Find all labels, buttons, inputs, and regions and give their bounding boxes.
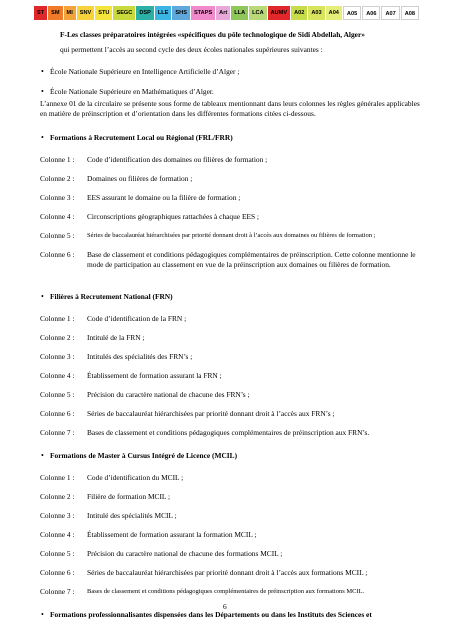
header-tab-mi[interactable]: MI [64, 6, 76, 20]
column-text: Domaines ou filières de formation ; [87, 174, 193, 183]
column-text: Bases de classement et conditions pédagogiques complémentaires de préinscription aux FRN’s. [87, 428, 370, 437]
column-text: Précision du caractère national de chacune des formations MCIL ; [87, 549, 283, 558]
column-key: Colonne 5 : [40, 549, 75, 558]
header-tab-lle[interactable]: LLE [155, 6, 172, 20]
header-tab-dsp[interactable]: DSP [136, 6, 154, 20]
column-text: Intitulés des spécialités des FRN’s ; [87, 352, 193, 361]
column-key: Colonne 6 : [40, 409, 75, 418]
column-text: Intitulé de la FRN ; [87, 333, 145, 342]
column-key: Colonne 5 : [40, 390, 75, 399]
header-tab-segc[interactable]: SEGC [113, 6, 135, 20]
column-key: Colonne 2 : [40, 492, 75, 501]
column-key: Colonne 4 : [40, 530, 75, 539]
column-text: Séries de baccalauréat hiérarchisées par priorité donnant droit à l’accès aux FRN’s ; [87, 409, 335, 418]
column-text: Établissement de formation assurant la formation MCIL ; [87, 530, 257, 539]
column-text: Bases de classement et conditions pédagogiques complémentaires de préinscription aux formations MCIL. [87, 588, 365, 595]
column-text: Séries de baccalauréat hiérarchisées par priorité donnant droit à l’accès aux domaines ou filières de formation ; [87, 232, 376, 239]
column-key: Colonne 3 : [40, 352, 75, 361]
header-tab-art[interactable]: Art [216, 6, 230, 20]
header-tab-a02[interactable]: A02 [291, 6, 307, 20]
column-text: Précision du caractère national de chacune des FRN’s ; [87, 390, 250, 399]
column-key: Colonne 7 : [40, 587, 75, 596]
column-text: Code d’identification de la FRN ; [87, 314, 187, 323]
column-text: Séries de baccalauréat hiérarchisées par priorité donnant droit à l’accès aux formations MCIL ; [87, 568, 368, 577]
section-title: • Filières à Recrutement National (FRN) [50, 292, 173, 301]
header-tab-shs[interactable]: SHS [172, 6, 190, 20]
school-item: • École Nationale Supérieure en Intelligence Artificielle d’Alger ; [50, 67, 239, 76]
column-key: Colonne 3 : [40, 511, 75, 520]
section-title: • Formations à Recrutement Local ou Régional (FRL/FRR) [50, 133, 233, 142]
section-title: • Formations professionnalisantes dispensées dans les Départements ou dans les Instituts des Sciences et [50, 610, 372, 619]
column-text: Base de classement et conditions pédagogiques complémentaires de préinscription. Cette colonne mentionne le mode de participation au classement en vue de la préinscription aux domaines ou filières de formation. [87, 250, 416, 269]
annex-paragraph: L’annexe 01 de la circulaire se présente sous forme de tableaux mentionnant dans leurs colonnes les règles générales applicables en matière de préinscription et d’orientation dans les différentes formations citées ci-dessous. [40, 99, 420, 118]
header-tab-a07[interactable]: A07 [381, 6, 399, 20]
column-key: Colonne 5 : [40, 231, 75, 240]
section-title: • Formations de Master à Cursus Intégré de Licence (MCIL) [50, 451, 237, 460]
column-text: Filière de formation MCIL ; [87, 492, 171, 501]
page-number: 6 [223, 602, 227, 611]
intro-text: qui permettent l’accès au second cycle des deux écoles nationales supérieures suivantes : [60, 45, 323, 54]
column-key: Colonne 3 : [40, 193, 75, 202]
column-key: Colonne 1 : [40, 473, 75, 482]
column-text: Circonscriptions géographiques rattachées à chaque EES ; [87, 212, 259, 221]
column-key: Colonne 2 : [40, 333, 75, 342]
header-tab-a05[interactable]: A05 [343, 6, 361, 20]
column-text: EES assurant le domaine ou la filière de formation ; [87, 193, 241, 202]
header-tab-a06[interactable]: A06 [362, 6, 380, 20]
header-tab-bar [34, 6, 419, 20]
column-text: Établissement de formation assurant la FRN ; [87, 371, 222, 380]
column-key: Colonne 6 : [40, 568, 75, 577]
column-key: Colonne 1 : [40, 314, 75, 323]
header-tab-st[interactable]: ST [34, 6, 47, 20]
column-key: Colonne 4 : [40, 212, 75, 221]
header-tab-a04[interactable]: A04 [326, 6, 342, 20]
column-text: Code d’identification des domaines ou filières de formation ; [87, 155, 268, 164]
header-tab-lla[interactable]: LLA [231, 6, 248, 20]
header-tab-lca[interactable]: LCA [249, 6, 267, 20]
header-tab-a03[interactable]: A03 [308, 6, 324, 20]
intro-heading: F-Les classes préparatoires intégrées «spécifiques du pôle technologique de Sidi Abdellah, Alger» [60, 30, 365, 39]
column-key: Colonne 4 : [40, 371, 75, 380]
column-key: Colonne 2 : [40, 174, 75, 183]
header-tab-sm[interactable]: SM [48, 6, 62, 20]
column-key: Colonne 7 : [40, 428, 75, 437]
school-item: • École Nationale Supérieure en Mathématiques d’Alger. [50, 87, 214, 96]
column-key: Colonne 1 : [40, 155, 75, 164]
column-text: Intitulé des spécialités MCIL ; [87, 511, 177, 520]
header-tab-aumv[interactable]: AUMV [268, 6, 290, 20]
header-tab-snv[interactable]: SNV [77, 6, 95, 20]
header-tab-stu[interactable]: STU [95, 6, 112, 20]
header-tab-staps[interactable]: STAPS [191, 6, 215, 20]
header-tab-a08[interactable]: A08 [401, 6, 419, 20]
column-key: Colonne 6 : [40, 250, 75, 259]
column-text: Code d’identification du MCIL ; [87, 473, 184, 482]
